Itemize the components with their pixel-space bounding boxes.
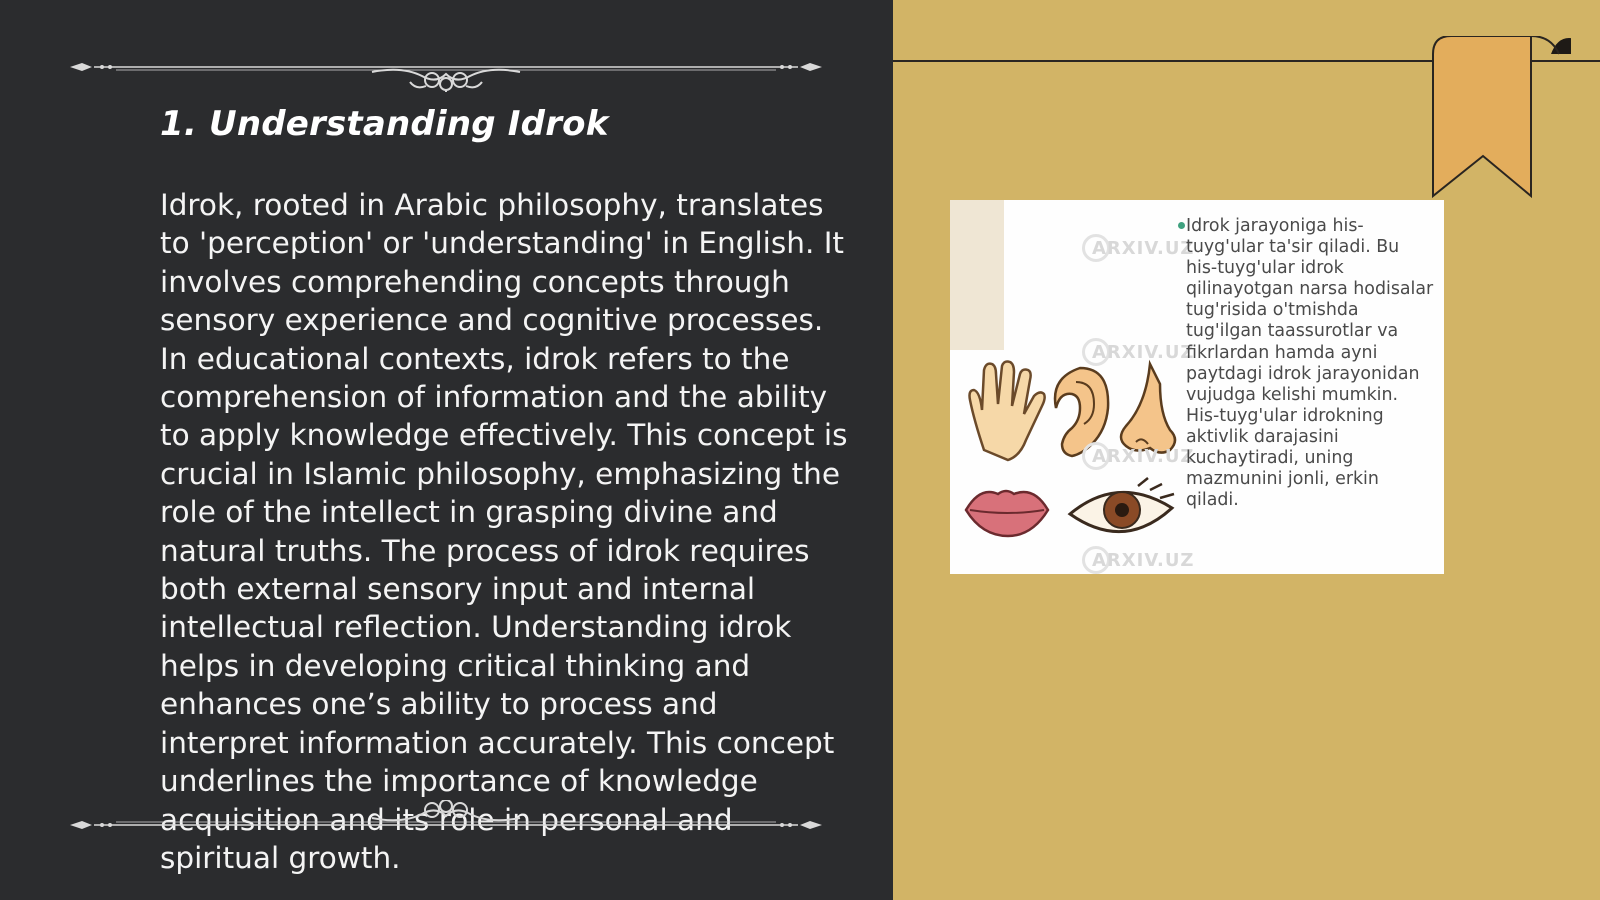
eye-icon	[1070, 478, 1174, 532]
bottom-ornament-divider	[66, 800, 826, 850]
watermark-text: ARXIV.UZ	[1092, 342, 1195, 363]
slide-title: 1. Understanding Idrok	[160, 104, 609, 144]
slide-body-text: Idrok, rooted in Arabic philosophy, translates to 'perception' or 'understanding' in English. It involves comprehending concepts through sensory experience and cognitive processes. In educational contexts, idrok refers to the comprehension of information and the ability to apply knowledge effectively. This concept is crucial in Islamic philosophy, emphasizing the role of the intellect in grasping divine and natural truths. The process of idrok requires both external sensory input and internal intellectual reflection. Understanding idrok helps in developing critical thinking and enhances one’s ability to process and interpret information accurately. This concept underlines the importance of knowledge acquisition and its role in personal and spiritual growth.	[160, 188, 848, 875]
lips-icon	[966, 491, 1048, 536]
watermark-text: ARXIV.UZ	[1092, 238, 1195, 259]
card-caption-text: Idrok jarayoniga his-tuyg'ular ta'sir qiladi. Bu his-tuyg'ular idrok qilinayotgan narsa hodisalar tug'risida o'tmishda tug'ilgan taassurotlar va fikrlardan hamda ayni paytdagi idrok jarayonidan vujudga kelishi mumkin. His-tuyg'ular idrokning aktivlik darajasini kuchaytiradi, uning mazmunini jonli, erkin qiladi.	[1186, 216, 1434, 511]
bookmark-ribbon-icon	[1421, 36, 1571, 200]
nose-icon	[1121, 364, 1175, 453]
right-panel	[893, 0, 1600, 900]
illustration-card	[950, 200, 1444, 574]
top-ornament-divider	[66, 42, 826, 92]
watermark-text: ARXIV.UZ	[1092, 446, 1195, 467]
hand-icon	[970, 362, 1045, 461]
bullet-dot-icon	[1178, 222, 1185, 229]
watermark-text: ARXIV.UZ	[1092, 550, 1195, 571]
